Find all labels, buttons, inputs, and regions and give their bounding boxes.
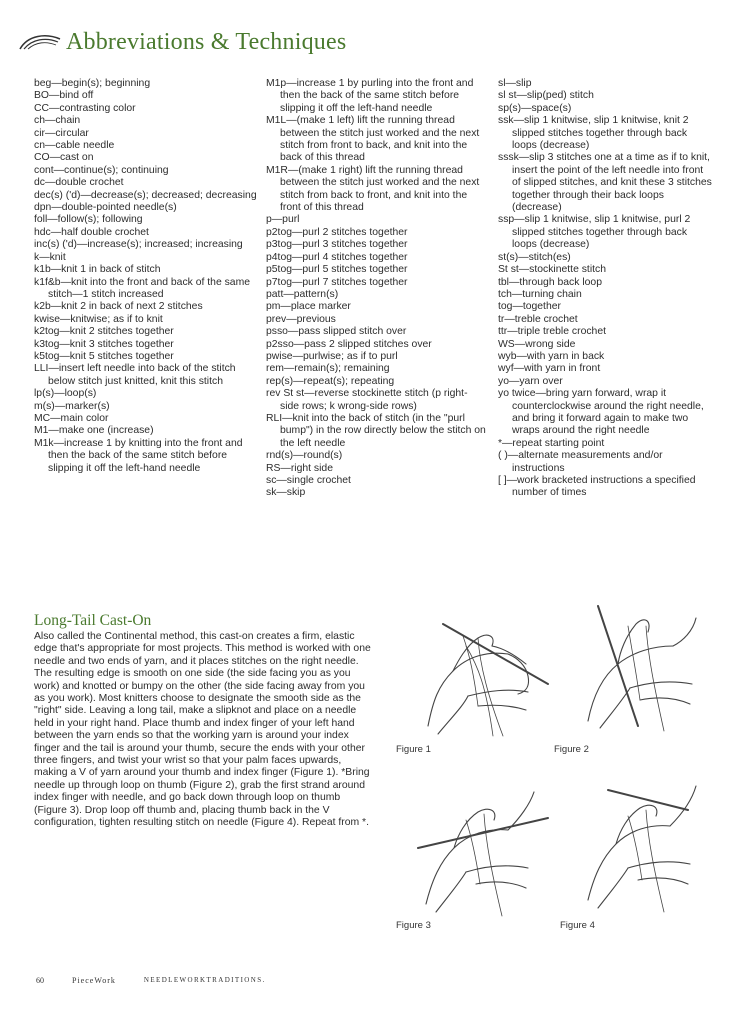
abbreviation-entry: yo—yarn over [498, 375, 563, 387]
figure-4-caption: Figure 4 [560, 920, 595, 931]
figure-4-illustration [568, 770, 718, 915]
abbreviation-entry: p2tog—purl 2 stitches together [266, 226, 408, 238]
abbreviation-entry: cir—circular [34, 127, 89, 139]
abbreviation-entry: pwise—purlwise; as if to purl [266, 350, 398, 362]
abbreviation-entry: wyb—with yarn in back [498, 350, 605, 362]
abbreviation-entry: patt—pattern(s) [266, 288, 339, 300]
abbreviation-entry: p2sso—pass 2 slipped stitches over [266, 338, 432, 350]
abbreviation-entry: lp(s)—loop(s) [34, 388, 97, 400]
abbreviations-column-3 [498, 78, 712, 500]
abbreviation-entry: kwise—knitwise; as if to knit [34, 313, 163, 325]
abbreviation-entry: sl st—slip(ped) stitch [498, 90, 594, 102]
page-header [18, 22, 346, 62]
abbreviation-entry: cont—continue(s); continuing [34, 164, 169, 176]
abbreviation-entry: p5tog—purl 5 stitches together [266, 264, 408, 276]
abbreviation-entry: St st—stockinette stitch [498, 264, 606, 276]
abbreviation-entry: p4tog—purl 4 stitches together [266, 251, 408, 263]
abbreviation-entry: RLI—knit into the back of stitch (in the "purl bump") in the row directly below the stitch on the left needle [266, 412, 486, 449]
abbreviation-entry: p3tog—purl 3 stitches together [266, 239, 408, 251]
abbreviation-entry: k2tog—knit 2 stitches together [34, 326, 174, 338]
abbreviation-entry: M1p—increase 1 by purling into the front and then the back of the same stitch before slipping it off the left-hand needle [266, 78, 474, 114]
abbreviation-entry: k3tog—knit 3 stitches together [34, 338, 174, 350]
abbreviation-entry: ( )—alternate measurements and/or instructions [498, 450, 663, 474]
abbreviation-entry: M1k—increase 1 by knitting into the front and then the back of the same stitch before slipping it off the left-hand needle [34, 437, 243, 474]
abbreviation-entry: *—repeat starting point [498, 437, 605, 449]
figure-3-illustration [408, 778, 558, 918]
abbreviation-entry: k—knit [34, 251, 66, 263]
abbreviation-entry: sssk—slip 3 stitches one at a time as if to knit, insert the point of the left needle into front of slipped stitches, and knit these 3 stitches together through their back loops (decrease) [498, 152, 712, 214]
abbreviation-entry: RS—right side [266, 462, 333, 474]
abbreviation-entry: sp(s)—space(s) [498, 102, 572, 114]
abbreviation-entry: dec(s) ('d)—decrease(s); decreased; decreasing [34, 189, 257, 201]
abbreviation-entry: M1—make one (increase) [34, 425, 154, 437]
abbreviation-entry: m(s)—marker(s) [34, 400, 110, 412]
abbreviation-entry: foll—follow(s); following [34, 214, 143, 226]
abbreviation-entry: yo twice—bring yarn forward, wrap it counterclockwise around the right needle, and bring it forward again to make two wraps around the right needle [498, 388, 704, 437]
page-footer [36, 976, 266, 985]
abbreviation-entry: rep(s)—repeat(s); repeating [266, 375, 395, 387]
abbreviations-column-1 [34, 78, 262, 475]
abbreviation-entry: ssp—slip 1 knitwise, slip 1 knitwise, purl 2 slipped stitches together through back loops (decrease) [498, 214, 691, 251]
abbreviation-entry: sl—slip [498, 78, 532, 89]
abbreviation-entry: dc—double crochet [34, 177, 124, 189]
abbreviation-entry: k2b—knit 2 in back of next 2 stitches [34, 301, 203, 313]
figure-1-illustration [408, 606, 558, 741]
abbreviation-entry: M1R—(make 1 right) lift the running thread between the stitch just worked and the next stitch from back to front, and knit into the front of this thread [266, 164, 480, 214]
abbreviation-entry: sk—skip [266, 487, 306, 499]
figure-3-caption: Figure 3 [396, 920, 431, 931]
abbreviation-entry: pm—place marker [266, 301, 351, 313]
abbreviation-entry: p7tog—purl 7 stitches together [266, 276, 408, 288]
abbreviation-entry: rnd(s)—round(s) [266, 450, 343, 462]
abbreviation-entry: MC—main color [34, 412, 109, 424]
abbreviation-entry: k5tog—knit 5 stitches together [34, 350, 174, 362]
swoosh-logo-icon [18, 29, 62, 55]
abbreviation-entry: tbl—through back loop [498, 276, 602, 288]
abbreviation-entry: rem—remain(s); remaining [266, 363, 390, 375]
abbreviation-entry: sc—single crochet [266, 475, 351, 486]
page-number: 60 [36, 976, 44, 985]
abbreviation-entry: BO—bind off [34, 90, 94, 102]
long-tail-body-text: Also called the Continental method, this cast-on creates a firm, elastic edge that's appropriate for most projects. This method is worked with one needle and two ends of yarn, and it places stitches on the right needle. The resulting edge is smooth on one side (the side facing you as you work) and knotted or bumpy on the other (the side facing away from you as you work). Most knitters choose to designate the smooth side as the "right" side. Leaving a long tail, make a slipknot and place on a needle held in your right hand. Place thumb and index finger of your left hand between the yarn ends so that the working yarn is around your index finger and the tail is around your thumb, secure the ends with your other three fingers, and twist your wrist so that your palm faces upwards, making a V of yarn around your thumb and index finger (Figure 1). *Bring needle up through loop on thumb (Figure 2), grab the first strand around index finger with needle, and go back down through loop on thumb (Figure 3). Drop loop off thumb and, placing thumb back in the V configuration, tighten resulting stitch on needle (Figure 4). Repeat from *. [34, 631, 371, 829]
abbreviation-entry: [ ]—work bracketed instructions a specified number of times [498, 475, 696, 499]
abbreviation-entry: cn—cable needle [34, 140, 115, 152]
abbreviation-entry: dpn—double-pointed needle(s) [34, 202, 177, 214]
abbreviation-entry: p—purl [266, 214, 300, 226]
abbreviation-entry: WS—wrong side [498, 338, 576, 350]
abbreviation-entry: psso—pass slipped stitch over [266, 326, 407, 338]
abbreviation-entry: st(s)—stitch(es) [498, 251, 571, 263]
abbreviation-entry: M1L—(make 1 left) lift the running thread between the stitch just worked and the next stitch from front to back, and knit into the back of this thread [266, 115, 480, 164]
abbreviation-entry: tog—together [498, 301, 561, 313]
abbreviation-entry: k1b—knit 1 in back of stitch [34, 264, 161, 276]
abbreviation-entry: beg—begin(s); beginning [34, 78, 151, 89]
abbreviation-entry: ssk—slip 1 knitwise, slip 1 knitwise, knit 2 slipped stitches together through back loops (decrease) [498, 115, 689, 152]
figure-2-illustration [568, 596, 718, 736]
abbreviations-column-2 [266, 78, 486, 500]
abbreviation-entry: hdc—half double crochet [34, 226, 149, 238]
abbreviation-entry: wyf—with yarn in front [498, 363, 601, 375]
abbreviation-entry: LLI—insert left needle into back of the stitch below stitch just knitted, knit this stitch [34, 363, 236, 387]
abbreviation-entry: tch—turning chain [498, 288, 582, 300]
abbreviation-entry: CC—contrasting color [34, 102, 136, 114]
abbreviation-entry: prev—previous [266, 313, 336, 325]
abbreviation-entry: tr—treble crochet [498, 313, 578, 325]
footer-brand: PieceWork [72, 976, 116, 985]
section-title-long-tail-cast-on: Long-Tail Cast-On [34, 612, 152, 629]
abbreviation-entry: rev St st—reverse stockinette stitch (p right-side rows; k wrong-side rows) [266, 388, 468, 412]
abbreviation-entry: CO—cast on [34, 152, 94, 164]
page-title: Abbreviations & Techniques [66, 28, 347, 55]
abbreviation-entry: ttr—triple treble crochet [498, 326, 606, 338]
abbreviation-entry: ch—chain [34, 115, 81, 127]
abbreviation-entry: inc(s) ('d)—increase(s); increased; increasing [34, 239, 243, 251]
figure-2-caption: Figure 2 [554, 744, 589, 755]
footer-url: NEEDLEWORKTRADITIONS. [143, 976, 266, 984]
figure-1-caption: Figure 1 [396, 744, 431, 755]
abbreviation-entry: k1f&b—knit into the front and back of the same stitch—1 stitch increased [34, 276, 251, 300]
